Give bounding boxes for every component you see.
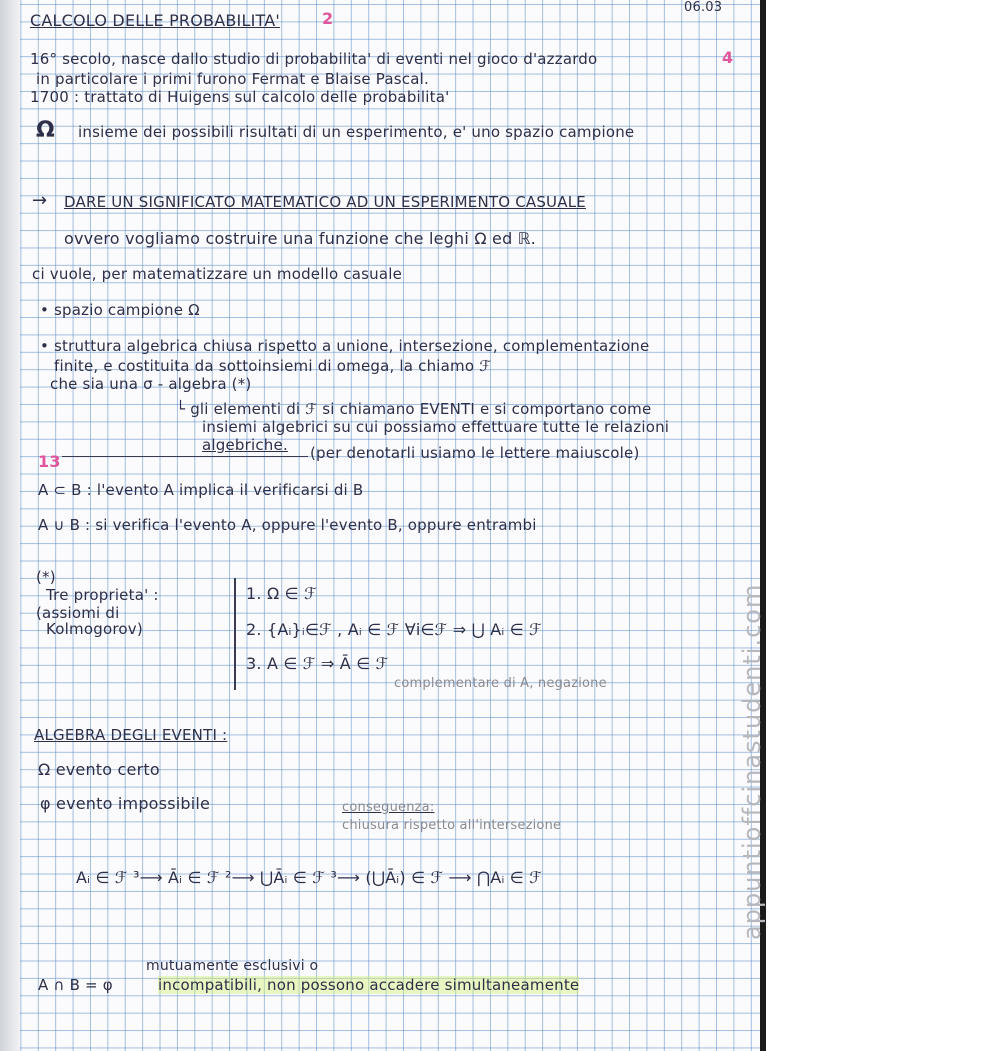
consequence-label: conseguenza: xyxy=(342,800,435,815)
disjoint-lhs: A ∩ B = φ xyxy=(38,976,113,994)
line-huygens: : trattato di Huigens sul calcolo delle probabilita' xyxy=(74,88,450,106)
date: 06.03 xyxy=(684,0,723,15)
mutually-exclusive: mutuamente esclusivi o xyxy=(146,958,319,974)
line-huygens-year: 1700 xyxy=(30,88,69,106)
star-note: (*) xyxy=(36,568,56,586)
omega-definition: insieme dei possibili risultati di un esperimento, e' uno spazio campione xyxy=(78,123,635,141)
watermark: appuntioffcinastudenti.com xyxy=(738,583,766,940)
page-title: CALCOLO DELLE PROBABILITA' xyxy=(30,11,280,30)
intersection-chain: Aᵢ ∈ ℱ ³⟶ Āᵢ ∈ ℱ ²⟶ ⋃Āᵢ ∈ ℱ ³⟶ (⋃Āᵢ) ∈ ℱ ⟶ ⋂Aᵢ ∈ ℱ xyxy=(76,868,542,887)
axiom-1: 1. Ω ∈ ℱ xyxy=(246,584,317,603)
marker-4: 4 xyxy=(722,48,734,67)
consequence-text: chiusura rispetto all'intersezione xyxy=(342,818,562,833)
bullet-sample-space: • spazio campione Ω xyxy=(40,301,200,319)
marker-13: 13 xyxy=(38,452,61,471)
events-note: (per denotarli usiamo le lettere maiuscole) xyxy=(310,444,640,462)
need-line: ci vuole, per matematizzare un modello casuale xyxy=(32,265,403,283)
disjoint-text xyxy=(158,976,579,994)
algebra-heading: ALGEBRA DEGLI EVENTI : xyxy=(34,726,228,744)
disjoint-highlight: incompatibili, non possono accadere simultaneamente xyxy=(158,976,580,994)
page-spine xyxy=(0,0,20,1051)
events-line-2: insiemi algebrici su cui possiamo effettuare tutte le relazioni xyxy=(202,418,670,436)
bullet-algebraic-structure-2: finite, e costituita da sottoinsiemi di omega, la chiamo ℱ xyxy=(54,357,492,375)
line-16th-century: 16° secolo, nasce dallo studio di probabilita' di eventi nel gioco d'azzardo xyxy=(30,50,598,68)
events-line-1: └ gli elementi di ℱ si chiamano EVENTI e si comportano come xyxy=(176,400,652,418)
events-line-3: algebriche. xyxy=(202,436,288,454)
axiom-3-note: complementare di A, negazione xyxy=(394,676,607,691)
goal-line-2: ovvero vogliamo costruire una funzione che leghi Ω ed ℝ. xyxy=(64,229,536,248)
certain-event: Ω evento certo xyxy=(38,760,160,779)
axioms-bracket xyxy=(234,578,236,690)
axiom-2: 2. {Aᵢ}ᵢ∈ℱ , Aᵢ ∈ ℱ ∀i∈ℱ ⇒ ⋃ Aᵢ ∈ ℱ xyxy=(246,620,542,639)
bullet-algebraic-structure: • struttura algebrica chiusa rispetto a unione, intersezione, complementazione xyxy=(40,337,650,355)
title-marker: 2 xyxy=(322,9,334,28)
axiom-3: 3. A ∈ ℱ ⇒ Ā ∈ ℱ xyxy=(246,654,389,673)
union-definition: A ∪ B : si verifica l'evento A, oppure l'evento B, oppure entrambi xyxy=(38,516,537,534)
bullet-sigma-algebra: che sia una σ - algebra (*) xyxy=(50,375,252,393)
line-fermat-pascal: in particolare i primi furono Fermat e Blaise Pascal. xyxy=(36,70,429,88)
divider-line xyxy=(62,456,308,457)
omega-symbol: Ω xyxy=(36,118,55,143)
goal-heading: DARE UN SIGNIFICATO MATEMATICO AD UN ESPERIMENTO CASUALE xyxy=(64,193,586,211)
subset-definition: A ⊂ B : l'evento A implica il verificarsi di B xyxy=(38,481,364,499)
axioms-label: (assiomi di xyxy=(36,604,120,622)
properties-label: Tre proprieta' : xyxy=(46,586,159,604)
impossible-event: φ evento impossibile xyxy=(40,794,211,813)
arrow-icon: → xyxy=(32,190,48,211)
kolmogorov-label: Kolmogorov) xyxy=(46,620,143,638)
